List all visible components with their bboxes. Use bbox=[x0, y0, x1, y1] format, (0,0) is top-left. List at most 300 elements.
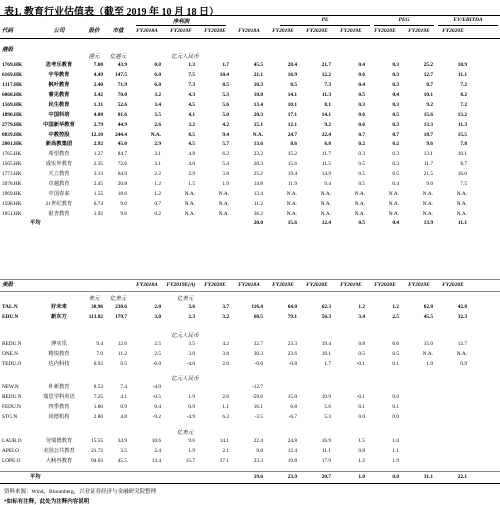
value-cell: 0.9 bbox=[188, 404, 195, 411]
ticker-cell: 1565.HK bbox=[2, 161, 22, 168]
value-cell: 10.1 bbox=[423, 91, 433, 98]
value-cell: 12.2 bbox=[321, 72, 331, 79]
value-cell: 20.8 bbox=[117, 180, 127, 187]
value-cell: 12.4 bbox=[287, 448, 297, 455]
value-cell: 2.5 bbox=[154, 351, 161, 358]
value-cell: 8.7 bbox=[460, 161, 467, 168]
value-cell: 9.8 bbox=[256, 448, 263, 455]
value-cell bbox=[198, 383, 232, 393]
value-cell: 16.9 bbox=[287, 72, 297, 79]
company-cell: 大峡谷教育 bbox=[45, 458, 73, 465]
value-cell: 1.31 bbox=[93, 101, 103, 108]
value-cell: 1.1 bbox=[222, 404, 229, 411]
value-cell: 0.1 bbox=[392, 404, 399, 411]
value-cell: 3.0 bbox=[154, 314, 161, 321]
value-cell: 0.4 bbox=[392, 91, 399, 98]
value-cell: 4.1 bbox=[120, 394, 127, 401]
value-cell: 7.3 bbox=[324, 82, 331, 89]
value-cell: 28.4 bbox=[287, 62, 297, 69]
table-row bbox=[0, 393, 500, 403]
table-row bbox=[0, 209, 500, 219]
hk-table bbox=[0, 61, 500, 228]
value-cell: -6.0 bbox=[152, 361, 161, 368]
value-cell: 4.2 bbox=[222, 121, 229, 128]
value-cell: 8.53 bbox=[93, 384, 103, 391]
value-cell: 62.3 bbox=[321, 304, 331, 311]
ticker-cell: 3978.HK bbox=[2, 180, 22, 187]
value-cell: 15.6 bbox=[287, 161, 297, 168]
value-cell: -12.7 bbox=[251, 384, 263, 391]
value-cell: 3.0 bbox=[188, 351, 195, 358]
value-cell: 1.27 bbox=[93, 151, 103, 158]
value-cell: 71.9 bbox=[117, 82, 127, 89]
us-header-peg-y1: FY2019E bbox=[340, 281, 362, 288]
company-cell: 四季教育 bbox=[48, 404, 70, 411]
value-cell: 9.0 bbox=[426, 180, 433, 187]
value-cell: 15.6 bbox=[423, 111, 433, 118]
value-cell: 13.1 bbox=[423, 151, 433, 158]
value-cell: 7.5 bbox=[188, 72, 195, 79]
average-value bbox=[130, 473, 164, 482]
value-cell: 79.1 bbox=[287, 314, 297, 321]
average-value bbox=[164, 219, 198, 228]
value-cell: 16.0 bbox=[457, 171, 467, 178]
value-cell: 19.8 bbox=[287, 458, 297, 465]
table-row bbox=[0, 170, 500, 180]
value-cell: 0.7 bbox=[392, 131, 399, 138]
value-cell: 22.4 bbox=[253, 438, 263, 445]
value-cell: 23.3 bbox=[287, 341, 297, 348]
value-cell: 13.4 bbox=[253, 190, 263, 197]
table-row bbox=[0, 101, 500, 111]
value-cell: 4.2 bbox=[222, 341, 229, 348]
us-table-4 bbox=[0, 437, 500, 467]
table-row bbox=[0, 360, 500, 370]
value-cell: 0.8 bbox=[154, 62, 161, 69]
ticker-cell: 1317.HK bbox=[2, 82, 23, 89]
value-cell: 5.3 bbox=[324, 414, 331, 421]
value-cell: 1.7 bbox=[222, 62, 229, 69]
ticker-cell: 1598.HK bbox=[2, 200, 22, 207]
value-cell: 9.6 bbox=[426, 141, 433, 148]
us-header-ev-y1: FY2019E bbox=[408, 281, 430, 288]
ticker-cell: TEDU.O bbox=[2, 361, 22, 368]
value-cell: N.A. bbox=[388, 210, 399, 217]
value-cell: 12.7 bbox=[423, 72, 433, 79]
value-cell: 8.2 bbox=[460, 91, 467, 98]
average-value: 12.4 bbox=[321, 220, 331, 227]
header-ev-y2: FY2020E bbox=[442, 28, 464, 35]
value-cell: 10.6 bbox=[151, 438, 161, 445]
value-cell: 3.5 bbox=[120, 448, 127, 455]
value-cell: 15.7 bbox=[185, 458, 195, 465]
table-row bbox=[0, 120, 500, 130]
value-cell: 10.3 bbox=[253, 82, 263, 89]
value-cell: 13.4 bbox=[151, 458, 161, 465]
value-cell: 32.3 bbox=[457, 314, 467, 321]
average-value bbox=[82, 219, 106, 228]
value-cell: 8.5 bbox=[188, 131, 195, 138]
value-cell: 0.0 bbox=[392, 414, 399, 421]
value-cell: 7.2 bbox=[460, 101, 467, 108]
ticker-cell: APEI.O bbox=[2, 448, 19, 455]
value-cell: N.A. bbox=[184, 190, 195, 197]
value-cell bbox=[436, 413, 470, 423]
value-cell: 6.0 bbox=[154, 72, 161, 79]
peg-group-label: PEG bbox=[398, 17, 410, 23]
average-value: 23.9 bbox=[287, 473, 297, 480]
value-cell: 3.2 bbox=[154, 91, 161, 98]
table-title: 表1. 教育行业估值表（截至 2019 年 10 月 18 日） bbox=[4, 7, 219, 18]
value-cell: 2.79 bbox=[93, 121, 103, 128]
company-cell: 成实外教育 bbox=[45, 161, 73, 168]
value-cell: 5.3 bbox=[222, 91, 229, 98]
ticker-cell: EDU.N bbox=[2, 314, 19, 321]
header-bottom-rule bbox=[0, 38, 500, 39]
value-cell: 20.3 bbox=[253, 161, 263, 168]
value-cell: 56.3 bbox=[321, 314, 331, 321]
table-row bbox=[0, 437, 500, 447]
average-value bbox=[164, 473, 198, 482]
value-cell: 10.4 bbox=[219, 72, 229, 79]
value-cell: 42.8 bbox=[457, 304, 467, 311]
average-label: 平均 bbox=[30, 473, 41, 480]
ticker-cell: BEDU.N bbox=[2, 341, 22, 348]
value-cell: 0.2 bbox=[358, 141, 365, 148]
average-value: 11.1 bbox=[458, 220, 467, 227]
value-cell: 0.8 bbox=[358, 448, 365, 455]
company-cell: 劳瑞德教育 bbox=[45, 438, 73, 445]
us-unit-np-c: 亿美元 bbox=[176, 430, 194, 436]
value-cell: -4.9 bbox=[186, 414, 195, 421]
value-cell: 0.6 bbox=[358, 111, 365, 118]
value-cell: 1.80 bbox=[93, 404, 103, 411]
value-cell: 2.5 bbox=[154, 341, 161, 348]
header-ev-y1: FY2019E bbox=[408, 28, 430, 35]
table-row bbox=[0, 340, 500, 350]
value-cell: 15.5 bbox=[457, 131, 467, 138]
value-cell: 10.9 bbox=[321, 394, 331, 401]
value-cell: 4.8 bbox=[188, 151, 195, 158]
value-cell: 25.2 bbox=[423, 62, 433, 69]
value-cell bbox=[436, 383, 470, 393]
value-cell: 7.8 bbox=[460, 141, 467, 148]
value-cell: 147.5 bbox=[115, 72, 127, 79]
value-cell: 1.1 bbox=[392, 448, 399, 455]
value-cell: -59.6 bbox=[251, 394, 263, 401]
average-value bbox=[198, 219, 232, 228]
value-cell: 179.7 bbox=[115, 314, 127, 321]
average-value: 0.4 bbox=[392, 220, 399, 227]
us-average-row bbox=[0, 473, 500, 482]
value-cell: 2.9 bbox=[188, 171, 195, 178]
value-cell: 2.5 bbox=[392, 314, 399, 321]
value-cell: 4.0 bbox=[188, 161, 195, 168]
table-row bbox=[0, 303, 500, 313]
value-cell: 0.5 bbox=[358, 161, 365, 168]
value-cell: 0.5 bbox=[358, 351, 365, 358]
value-cell: 5.4 bbox=[222, 161, 229, 168]
us-avg-rule bbox=[0, 471, 500, 472]
company-cell: 瑞思学科英语 bbox=[43, 394, 75, 401]
value-cell: 13.3 bbox=[423, 121, 433, 128]
value-cell: 0.1 bbox=[392, 361, 399, 368]
value-cell: 2.40 bbox=[93, 82, 103, 89]
value-cell: -0.1 bbox=[356, 394, 365, 401]
ticker-cell: 6068.HK bbox=[2, 91, 23, 98]
value-cell: N.A. bbox=[422, 210, 433, 217]
value-cell bbox=[266, 383, 300, 393]
table-row bbox=[0, 180, 500, 190]
value-cell: 14.1 bbox=[287, 91, 297, 98]
value-cell: 9.4 bbox=[96, 341, 103, 348]
value-cell: 3.8 bbox=[222, 171, 229, 178]
value-cell: 113.82 bbox=[88, 314, 103, 321]
table-row bbox=[0, 403, 500, 413]
us-header-np-y1: FY2018A bbox=[136, 281, 158, 288]
value-cell: 3.1 bbox=[154, 161, 161, 168]
us-top-rule bbox=[0, 279, 500, 280]
ticker-cell: FEDU.N bbox=[2, 404, 21, 411]
value-cell: 0.5 bbox=[120, 361, 127, 368]
company-cell: 新高教集团 bbox=[45, 141, 73, 148]
average-value: 0.8 bbox=[392, 473, 399, 480]
value-cell: 14.1 bbox=[321, 111, 331, 118]
value-cell: -6.7 bbox=[288, 414, 297, 421]
value-cell: 2.1 bbox=[222, 448, 229, 455]
value-cell: 3.4 bbox=[154, 101, 161, 108]
value-cell: -4.0 bbox=[152, 384, 161, 391]
value-cell: 21.1 bbox=[253, 72, 263, 79]
header-price: 股价 bbox=[88, 28, 100, 35]
hk-header-table bbox=[0, 27, 500, 37]
header-peg-y1: FY2019E bbox=[340, 28, 362, 35]
value-cell bbox=[402, 403, 436, 413]
ticker-cell: STG.N bbox=[2, 414, 18, 421]
value-cell: 0.4 bbox=[358, 82, 365, 89]
value-cell: 10.1 bbox=[457, 151, 467, 158]
value-cell: 0.6 bbox=[358, 121, 365, 128]
value-cell: 6.0 bbox=[154, 82, 161, 89]
average-value: 0.5 bbox=[358, 220, 365, 227]
value-cell: 11.5 bbox=[321, 161, 331, 168]
header-pe-y1: FY2018A bbox=[238, 28, 260, 35]
value-cell bbox=[402, 413, 436, 423]
table-row bbox=[0, 313, 500, 323]
value-cell: 2.0 bbox=[154, 304, 161, 311]
value-cell: 2.0 bbox=[222, 361, 229, 368]
value-cell: 230.6 bbox=[115, 304, 127, 311]
value-cell: 4.08 bbox=[93, 111, 103, 118]
value-cell: N.A. bbox=[320, 200, 331, 207]
value-cell: N.A. bbox=[456, 190, 467, 197]
average-value: 15.6 bbox=[287, 220, 297, 227]
value-cell: N.A. bbox=[218, 200, 229, 207]
value-cell: 1.2 bbox=[154, 180, 161, 187]
company-cell: 美国公共教育 bbox=[43, 448, 75, 455]
value-cell: 7.2 bbox=[460, 82, 467, 89]
value-cell bbox=[368, 383, 402, 393]
average-value: 20.0 bbox=[253, 220, 263, 227]
value-cell: 38.96 bbox=[91, 304, 103, 311]
us-group1-body bbox=[0, 303, 500, 323]
value-cell: 3.1 bbox=[154, 151, 161, 158]
value-cell: -4.0 bbox=[186, 361, 195, 368]
value-cell: 13.6 bbox=[253, 141, 263, 148]
value-cell: 2.92 bbox=[93, 141, 103, 148]
value-cell: 15.0 bbox=[287, 394, 297, 401]
value-cell: 8.6 bbox=[290, 141, 297, 148]
hk-unit-price: 港元 bbox=[88, 54, 100, 60]
value-cell: 45.5 bbox=[253, 62, 263, 69]
ticker-cell: 1773.HK bbox=[2, 171, 22, 178]
value-cell: 9.2 bbox=[324, 121, 331, 128]
value-cell: 81.6 bbox=[117, 111, 127, 118]
value-cell: 6.8 bbox=[290, 404, 297, 411]
value-cell: 2.3 bbox=[188, 314, 195, 321]
value-cell: 18.7 bbox=[423, 131, 433, 138]
peg-group-line bbox=[374, 25, 434, 26]
value-cell: 2.4 bbox=[154, 448, 161, 455]
value-cell: 94.03 bbox=[91, 458, 103, 465]
header-peg-y2: FY2020E bbox=[374, 28, 396, 35]
value-cell: -9.2 bbox=[152, 414, 161, 421]
us-header-pe-y3: FY2020E bbox=[306, 281, 328, 288]
value-cell: 9.2 bbox=[426, 101, 433, 108]
value-cell: 11.7 bbox=[321, 151, 331, 158]
value-cell: 4.49 bbox=[93, 72, 103, 79]
company-cell: 精锐教育 bbox=[48, 351, 70, 358]
table-row bbox=[0, 91, 500, 101]
value-cell: 1.2 bbox=[392, 304, 399, 311]
value-cell: 4.5 bbox=[188, 141, 195, 148]
value-cell: 11.9 bbox=[287, 180, 297, 187]
netprofit-group-line bbox=[136, 25, 226, 26]
value-cell: 72.6 bbox=[117, 161, 127, 168]
value-cell: 84.7 bbox=[117, 151, 127, 158]
average-value bbox=[130, 219, 164, 228]
ticker-cell: 2001.HK bbox=[2, 141, 23, 148]
company-cell: 朴新教育 bbox=[48, 384, 70, 391]
value-cell: 21.72 bbox=[91, 448, 103, 455]
value-cell: 70.0 bbox=[117, 91, 127, 98]
value-cell: 0.3 bbox=[392, 82, 399, 89]
value-cell: 0.3 bbox=[392, 121, 399, 128]
value-cell: 3.2 bbox=[188, 121, 195, 128]
header-mktcap: 市值 bbox=[112, 28, 124, 35]
value-cell: 1.2 bbox=[358, 304, 365, 311]
value-cell: 36.2 bbox=[253, 210, 263, 217]
value-cell: 25.2 bbox=[253, 171, 263, 178]
value-cell: 60.5 bbox=[253, 314, 263, 321]
value-cell: 18.9 bbox=[457, 62, 467, 69]
average-value bbox=[36, 219, 82, 228]
us-header-pe-y1: FY2018A bbox=[238, 281, 260, 288]
average-value: 1.0 bbox=[358, 473, 365, 480]
ticker-cell: LAUR.O bbox=[2, 438, 22, 445]
value-cell: 1.9 bbox=[188, 448, 195, 455]
value-cell: 1.2 bbox=[154, 190, 161, 197]
value-cell: 9.4 bbox=[324, 180, 331, 187]
value-cell: 0.3 bbox=[392, 72, 399, 79]
value-cell: 1.0 bbox=[426, 361, 433, 368]
value-cell: 3.8 bbox=[222, 351, 229, 358]
value-cell: 244.4 bbox=[115, 131, 127, 138]
value-cell: 0.3 bbox=[392, 151, 399, 158]
value-cell: 12.1 bbox=[287, 121, 297, 128]
value-cell: 34.9 bbox=[117, 438, 127, 445]
us-header-np-y2: FY2019E(A) bbox=[166, 281, 196, 288]
value-cell: 64.9 bbox=[117, 171, 127, 178]
hk-unit-cap: 亿港元 bbox=[109, 54, 127, 60]
value-cell: 1.9 bbox=[188, 394, 195, 401]
company-cell: 21世纪教育 bbox=[45, 200, 73, 207]
value-cell: 19.4 bbox=[321, 341, 331, 348]
value-cell bbox=[436, 447, 470, 457]
value-cell: 6.8 bbox=[324, 141, 331, 148]
value-cell: 3.2 bbox=[222, 314, 229, 321]
value-cell: 7.25 bbox=[93, 394, 103, 401]
average-value: 31.1 bbox=[423, 473, 433, 480]
value-cell: 0.4 bbox=[154, 404, 161, 411]
value-cell: N.A. bbox=[252, 131, 263, 138]
value-cell: 0.2 bbox=[154, 210, 161, 217]
ticker-cell: TAL.N bbox=[2, 304, 18, 311]
value-cell bbox=[402, 383, 436, 393]
value-cell: 0.5 bbox=[392, 111, 399, 118]
us-unit-cap: 亿美元 bbox=[109, 296, 127, 302]
us-header-row bbox=[0, 281, 500, 290]
value-cell: 24.8 bbox=[287, 438, 297, 445]
value-cell: 1.5 bbox=[358, 438, 365, 445]
value-cell: 1.55 bbox=[93, 190, 103, 197]
value-cell: 17.1 bbox=[219, 458, 229, 465]
value-cell: N.A. bbox=[320, 210, 331, 217]
ticker-cell: REDU.N bbox=[2, 394, 22, 401]
value-cell: 45.0 bbox=[117, 141, 127, 148]
company-cell: 希望教育 bbox=[48, 151, 70, 158]
us-header-ev-y2: FY2020E bbox=[442, 281, 464, 288]
table-row bbox=[0, 140, 500, 150]
value-cell: -0.5 bbox=[152, 394, 161, 401]
table-row bbox=[0, 199, 500, 209]
company-cell: 宇华教育 bbox=[48, 72, 70, 79]
value-cell bbox=[436, 457, 470, 467]
value-cell: 17.9 bbox=[321, 458, 331, 465]
value-cell: 12.10 bbox=[91, 131, 103, 138]
value-cell: N.A. bbox=[184, 200, 195, 207]
header-company: 公司 bbox=[53, 28, 65, 35]
value-cell: 62.8 bbox=[423, 304, 433, 311]
value-cell: 9.6 bbox=[188, 438, 195, 445]
value-cell bbox=[402, 437, 436, 447]
value-cell bbox=[300, 383, 334, 393]
value-cell: 2.9 bbox=[154, 141, 161, 148]
value-cell: N.A. bbox=[388, 190, 399, 197]
ticker-cell: 0839.HK bbox=[2, 131, 23, 138]
value-cell bbox=[402, 447, 436, 457]
us-group4-body bbox=[0, 437, 500, 467]
hk-unit-np: 亿元人民币 bbox=[171, 54, 199, 60]
value-cell: N.A. bbox=[422, 190, 433, 197]
value-cell: 11.7 bbox=[423, 161, 433, 168]
value-cell: 1.9 bbox=[222, 180, 229, 187]
us-average-body bbox=[0, 473, 500, 482]
us-header-table bbox=[0, 281, 500, 290]
average-label: 平均 bbox=[30, 220, 41, 227]
value-cell: 9.0 bbox=[120, 200, 127, 207]
company-cell: 中国新华教育 bbox=[43, 121, 75, 128]
